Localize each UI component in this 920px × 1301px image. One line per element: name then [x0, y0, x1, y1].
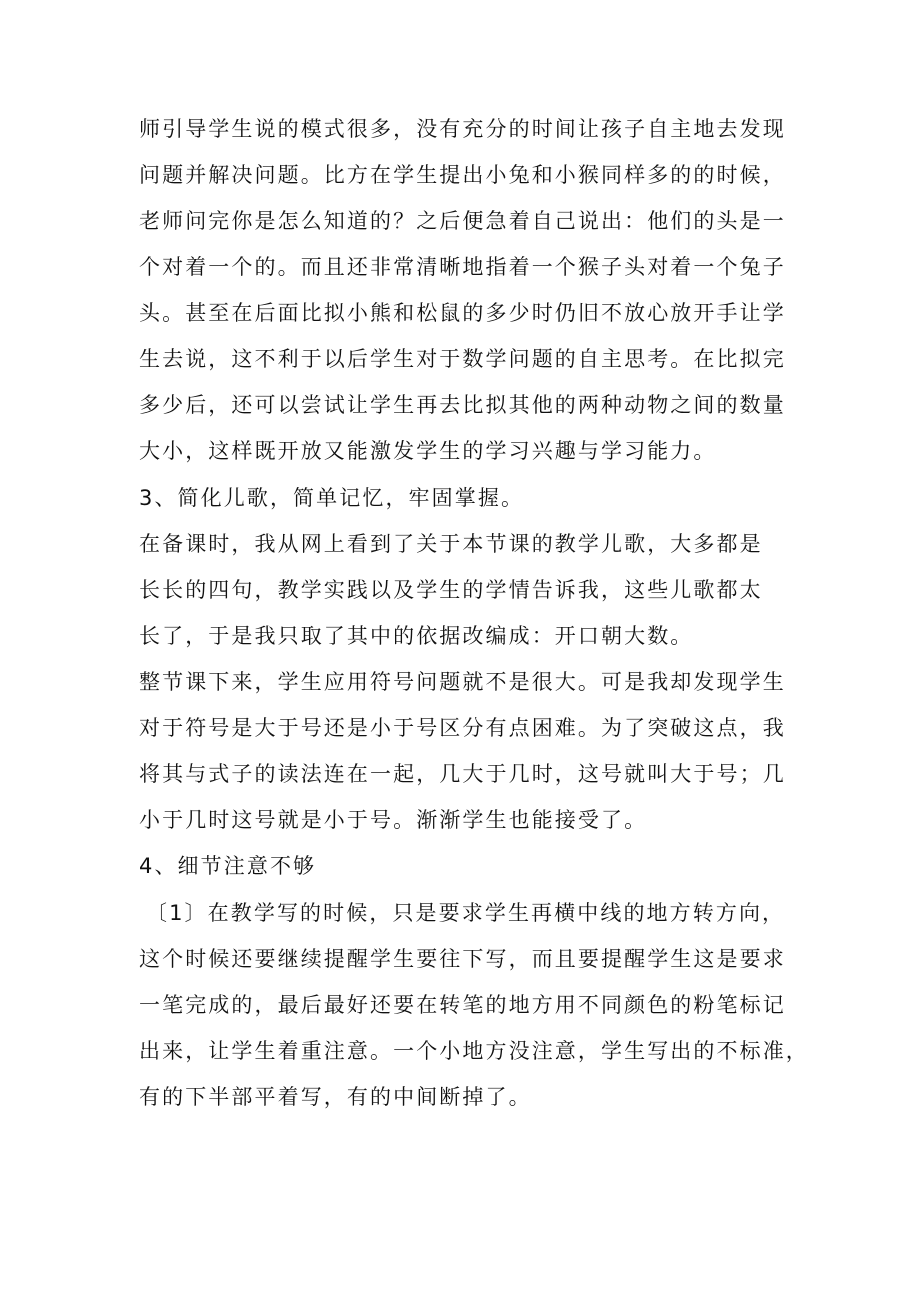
text-line: 头。甚至在后面比拟小熊和松鼠的多少时仍旧不放心放开手让学: [139, 301, 786, 325]
text-line: 整节课下来，学生应用符号问题就不是很大。可是我却发现学生: [139, 670, 786, 694]
text-line: 大小，这样既开放又能激发学生的学习兴趣与学习能力。: [139, 439, 717, 463]
section-heading: 3、简化儿歌，简单记忆，牢固掌握。: [139, 486, 525, 510]
text-line: 个对着一个的。而且还非常清晰地指着一个猴子头对着一个兔子: [139, 255, 786, 279]
section-heading: 4、细节注意不够: [139, 854, 317, 878]
text-line: 长长的四句，教学实践以及学生的学情告诉我，这些儿歌都太: [139, 578, 763, 602]
text-line: 这个时候还要继续提醒学生要往下写，而且要提醒学生这是要求: [139, 947, 786, 971]
text-line: 长了，于是我只取了其中的依据改编成：开口朝大数。: [139, 624, 694, 648]
text-line: 〔1〕在教学写的时候，只是要求学生再横中线的地方转方向，: [146, 901, 786, 925]
text-line: 有的下半部平着写，有的中间断掉了。: [139, 1085, 532, 1109]
text-line: 师引导学生说的模式很多，没有充分的时间让孩子自主地去发现: [139, 117, 786, 141]
text-line: 多少后，还可以尝试让学生再去比拟其他的两种动物之间的数量: [139, 393, 786, 417]
text-line: 出来，让学生着重注意。一个小地方没注意，学生写出的不标准，: [139, 1039, 809, 1063]
text-line: 将其与式子的读法连在一起，几大于几时，这号就叫大于号；几: [139, 762, 786, 786]
text-line: 生去说，这不利于以后学生对于数学问题的自主思考。在比拟完: [139, 347, 786, 371]
text-line: 在备课时，我从网上看到了关于本节课的教学儿歌，大多都是: [139, 532, 763, 556]
text-line: 小于几时这号就是小于号。渐渐学生也能接受了。: [139, 808, 648, 832]
text-line: 老师问完你是怎么知道的？之后便急着自己说出：他们的头是一: [139, 209, 786, 233]
text-line: 一笔完成的，最后最好还要在转笔的地方用不同颜色的粉笔标记: [139, 993, 786, 1017]
text-line: 问题并解决问题。比方在学生提出小兔和小猴同样多的的时候，: [139, 163, 786, 187]
text-line: 对于符号是大于号还是小于号区分有点困难。为了突破这点，我: [139, 716, 786, 740]
